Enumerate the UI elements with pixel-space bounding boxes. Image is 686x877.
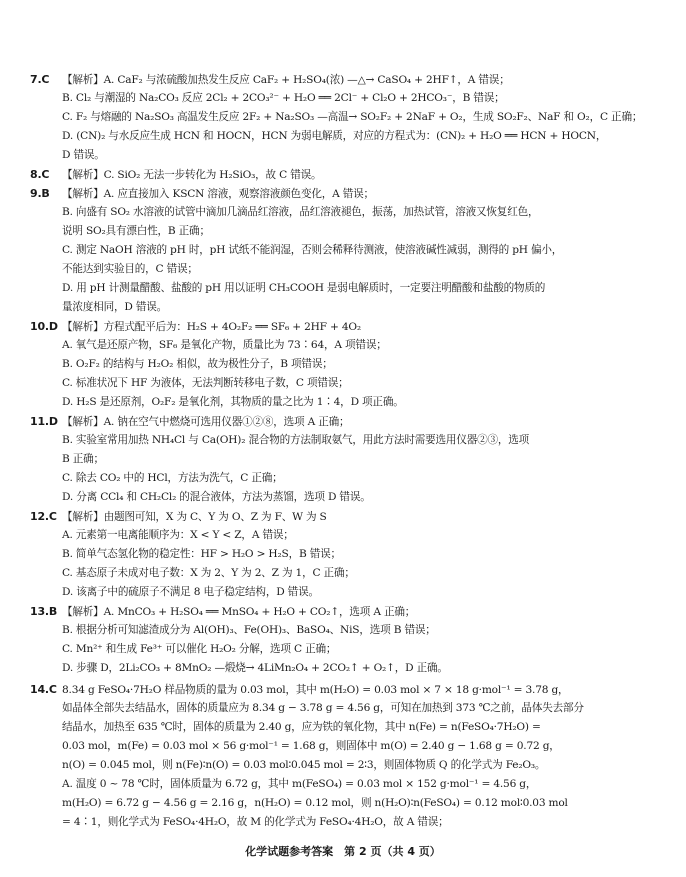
answer-line: A. 氧气是还原产物，SF₆ 是氧化产物，质量比为 73∶64，A 项错误； [62, 339, 387, 351]
question-9 [30, 184, 670, 317]
answer-line: D. H₂S 是还原剂，O₂F₂ 是氧化剂，其物质的量之比为 1∶4，D 项正确。 [62, 396, 404, 408]
answer-line: C. 标准状况下 HF 为液体，无法判断转移电子数，C 项错误； [62, 377, 349, 389]
answer-line [30, 184, 670, 203]
answer-line: B. O₂F₂ 的结构与 H₂O₂ 相似，故为极性分子，B 项错误； [62, 358, 333, 370]
answer-line: C. 基态原子未成对电子数：X 为 2、Y 为 2、Z 为 1，C 正确； [62, 567, 355, 579]
answer-text: 【解析】由题图可知，X 为 C、Y 为 O、Z 为 F、W 为 S [62, 511, 327, 523]
answer-line: 如晶体全部失去结晶水，固体的质量应为 8.34 g − 3.78 g = 4.56 g，可知在加热到 373 ℃之前，晶体失去部分 [62, 702, 584, 714]
answer-line: 结晶水，加热至 635 ℃时，固体的质量为 2.40 g，应为铁的氧化物，其中 n(Fe) = n(FeSO₄·7H₂O) = [62, 721, 541, 733]
answer-line: = 4∶1，则化学式为 FeSO₄·4H₂O，故 M 的化学式为 FeSO₄·4H₂O，故 A 错误； [62, 816, 449, 828]
question-7 [30, 70, 670, 165]
answer-line: 不能达到实验目的，C 错误； [62, 263, 198, 275]
page-footer: 化学试题参考答案 第 2 页（共 4 页） [245, 845, 441, 858]
answer-line [30, 70, 670, 89]
answer-text: 【解析】A. 应直接加入 KSCN 溶液，观察溶液颜色变化，A 错误； [62, 188, 374, 200]
answer-line: B. 根据分析可知滤渣成分为 Al(OH)₃、Fe(OH)₃、BaSO₄、NiS，选项 B 错误； [62, 624, 436, 636]
question-number: 10.D [30, 320, 58, 333]
answer-line [30, 507, 670, 526]
question-number: 9.B [30, 187, 50, 200]
question-number: 12.C [30, 510, 57, 523]
question-11 [30, 412, 670, 507]
answer-line: B. 向盛有 SO₂ 水溶液的试管中滴加几滴品红溶液，品红溶液褪色，振荡，加热试管，溶液又恢复红色， [62, 206, 539, 218]
answer-line [30, 317, 670, 336]
answer-line [30, 680, 670, 699]
answer-line [30, 412, 670, 431]
answer-line: 说明 SO₂具有漂白性，B 正确； [62, 225, 210, 237]
question-number: 8.C [30, 168, 50, 181]
answer-text: 【解析】方程式配平后为：H₂S + 4O₂F₂ ══ SF₆ + 2HF + 4O₂ [62, 321, 361, 333]
answer-line: A. 元素第一电离能顺序为：X < Y < Z，A 错误； [62, 529, 294, 541]
answer-line [30, 165, 670, 184]
answer-line: B 正确； [62, 453, 104, 465]
answer-line: C. 除去 CO₂ 中的 HCl，方法为洗气，C 正确； [62, 472, 283, 484]
answer-line: n(O) = 0.045 mol，则 n(Fe)∶n(O) = 0.03 mol∶0.045 mol = 2∶3，则固体物质 Q 的化学式为 Fe₂O₃。 [62, 759, 546, 771]
answer-line: m(H₂O) = 6.72 g − 4.56 g = 2.16 g，n(H₂O) = 0.12 mol，则 n(H₂O)∶n(FeSO₄) = 0.12 mol∶0.03 mol [62, 797, 568, 809]
question-8 [30, 165, 670, 184]
answer-line: A. 温度 0 ~ 78 ℃时，固体质量为 6.72 g，其中 m(FeSO₄) = 0.03 mol × 152 g·mol⁻¹ = 4.56 g， [62, 778, 537, 790]
answer-line: D 错误。 [62, 149, 105, 161]
question-13 [30, 602, 670, 678]
answer-line [30, 602, 670, 621]
answer-line: C. 测定 NaOH 溶液的 pH 时，pH 试纸不能润湿，否则会稀释待测液，使溶液碱性减弱，测得的 pH 偏小， [62, 244, 563, 256]
question-number: 13.B [30, 605, 58, 618]
answer-line: B. 实验室常用加热 NH₄Cl 与 Ca(OH)₂ 混合物的方法制取氨气，用此方法时需要选用仪器②③，选项 [62, 434, 530, 446]
question-number: 11.D [30, 415, 58, 428]
answer-text: 【解析】A. CaF₂ 与浓硫酸加热发生反应 CaF₂ + H₂SO₄(浓) —△→ CaSO₄ + 2HF↑，A 错误； [62, 74, 510, 86]
answer-line: D. 分离 CCl₄ 和 CH₂Cl₂ 的混合液体，方法为蒸馏，选项 D 错误。 [62, 491, 371, 503]
answer-line: 0.03 mol，m(Fe) = 0.03 mol × 56 g·mol⁻¹ = 1.68 g，则固体中 m(O) = 2.40 g − 1.68 g = 0.72 g， [62, 740, 560, 752]
answer-line: D. (CN)₂ 与水反应生成 HCN 和 HOCN，HCN 为弱电解质，对应的方程式为：(CN)₂ + H₂O ══ HCN + HOCN， [62, 130, 607, 142]
answer-text: 【解析】A. 钠在空气中燃烧可选用仪器①②⑧，选项 A 正确； [62, 416, 350, 428]
answer-text: 【解析】C. SiO₂ 无法一步转化为 H₂SiO₃，故 C 错误。 [62, 169, 322, 181]
answer-line: B. 简单气态氢化物的稳定性：HF > H₂O > H₂S，B 错误； [62, 548, 341, 560]
answer-line: D. 用 pH 计测量醋酸、盐酸的 pH 用以证明 CH₃COOH 是弱电解质时，一定要注明醋酸和盐酸的物质的 [62, 282, 546, 294]
answer-line: B. Cl₂ 与潮湿的 Na₂CO₃ 反应 2Cl₂ + 2CO₃²⁻ + H₂O ══ 2Cl⁻ + Cl₂O + 2HCO₃⁻，B 错误； [62, 92, 505, 104]
answer-line: C. Mn²⁺ 和生成 Fe³⁺ 可以催化 H₂O₂ 分解，选项 C 正确； [62, 643, 337, 655]
answer-text: 8.34 g FeSO₄·7H₂O 样品物质的量为 0.03 mol，其中 m(H₂O) = 0.03 mol × 7 × 18 g·mol⁻¹ = 3.78 g， [62, 684, 569, 696]
question-14 [30, 680, 670, 832]
answer-line: D. 步骤 D，2Li₂CO₃ + 8MnO₂ —煅烧→ 4LiMn₂O₄ + 2CO₂↑ + O₂↑，D 正确。 [62, 662, 448, 674]
question-number: 7.C [30, 73, 50, 86]
answer-line: C. F₂ 与熔融的 Na₂SO₃ 高温发生反应 2F₂ + Na₂SO₃ —高温→ SO₂F₂ + 2NaF + O₂，生成 SO₂F₂、NaF 和 O₂，C 正确； [62, 111, 643, 123]
question-number: 14.C [30, 683, 57, 696]
question-12 [30, 507, 670, 602]
answer-line: D. 该离子中的硫原子不满足 8 电子稳定结构，D 错误。 [62, 586, 319, 598]
answer-line: 量浓度相同，D 错误。 [62, 301, 168, 313]
answer-text: 【解析】A. MnCO₃ + H₂SO₄ ══ MnSO₄ + H₂O + CO₂↑，选项 A 正确； [62, 606, 416, 618]
question-10 [30, 317, 670, 412]
